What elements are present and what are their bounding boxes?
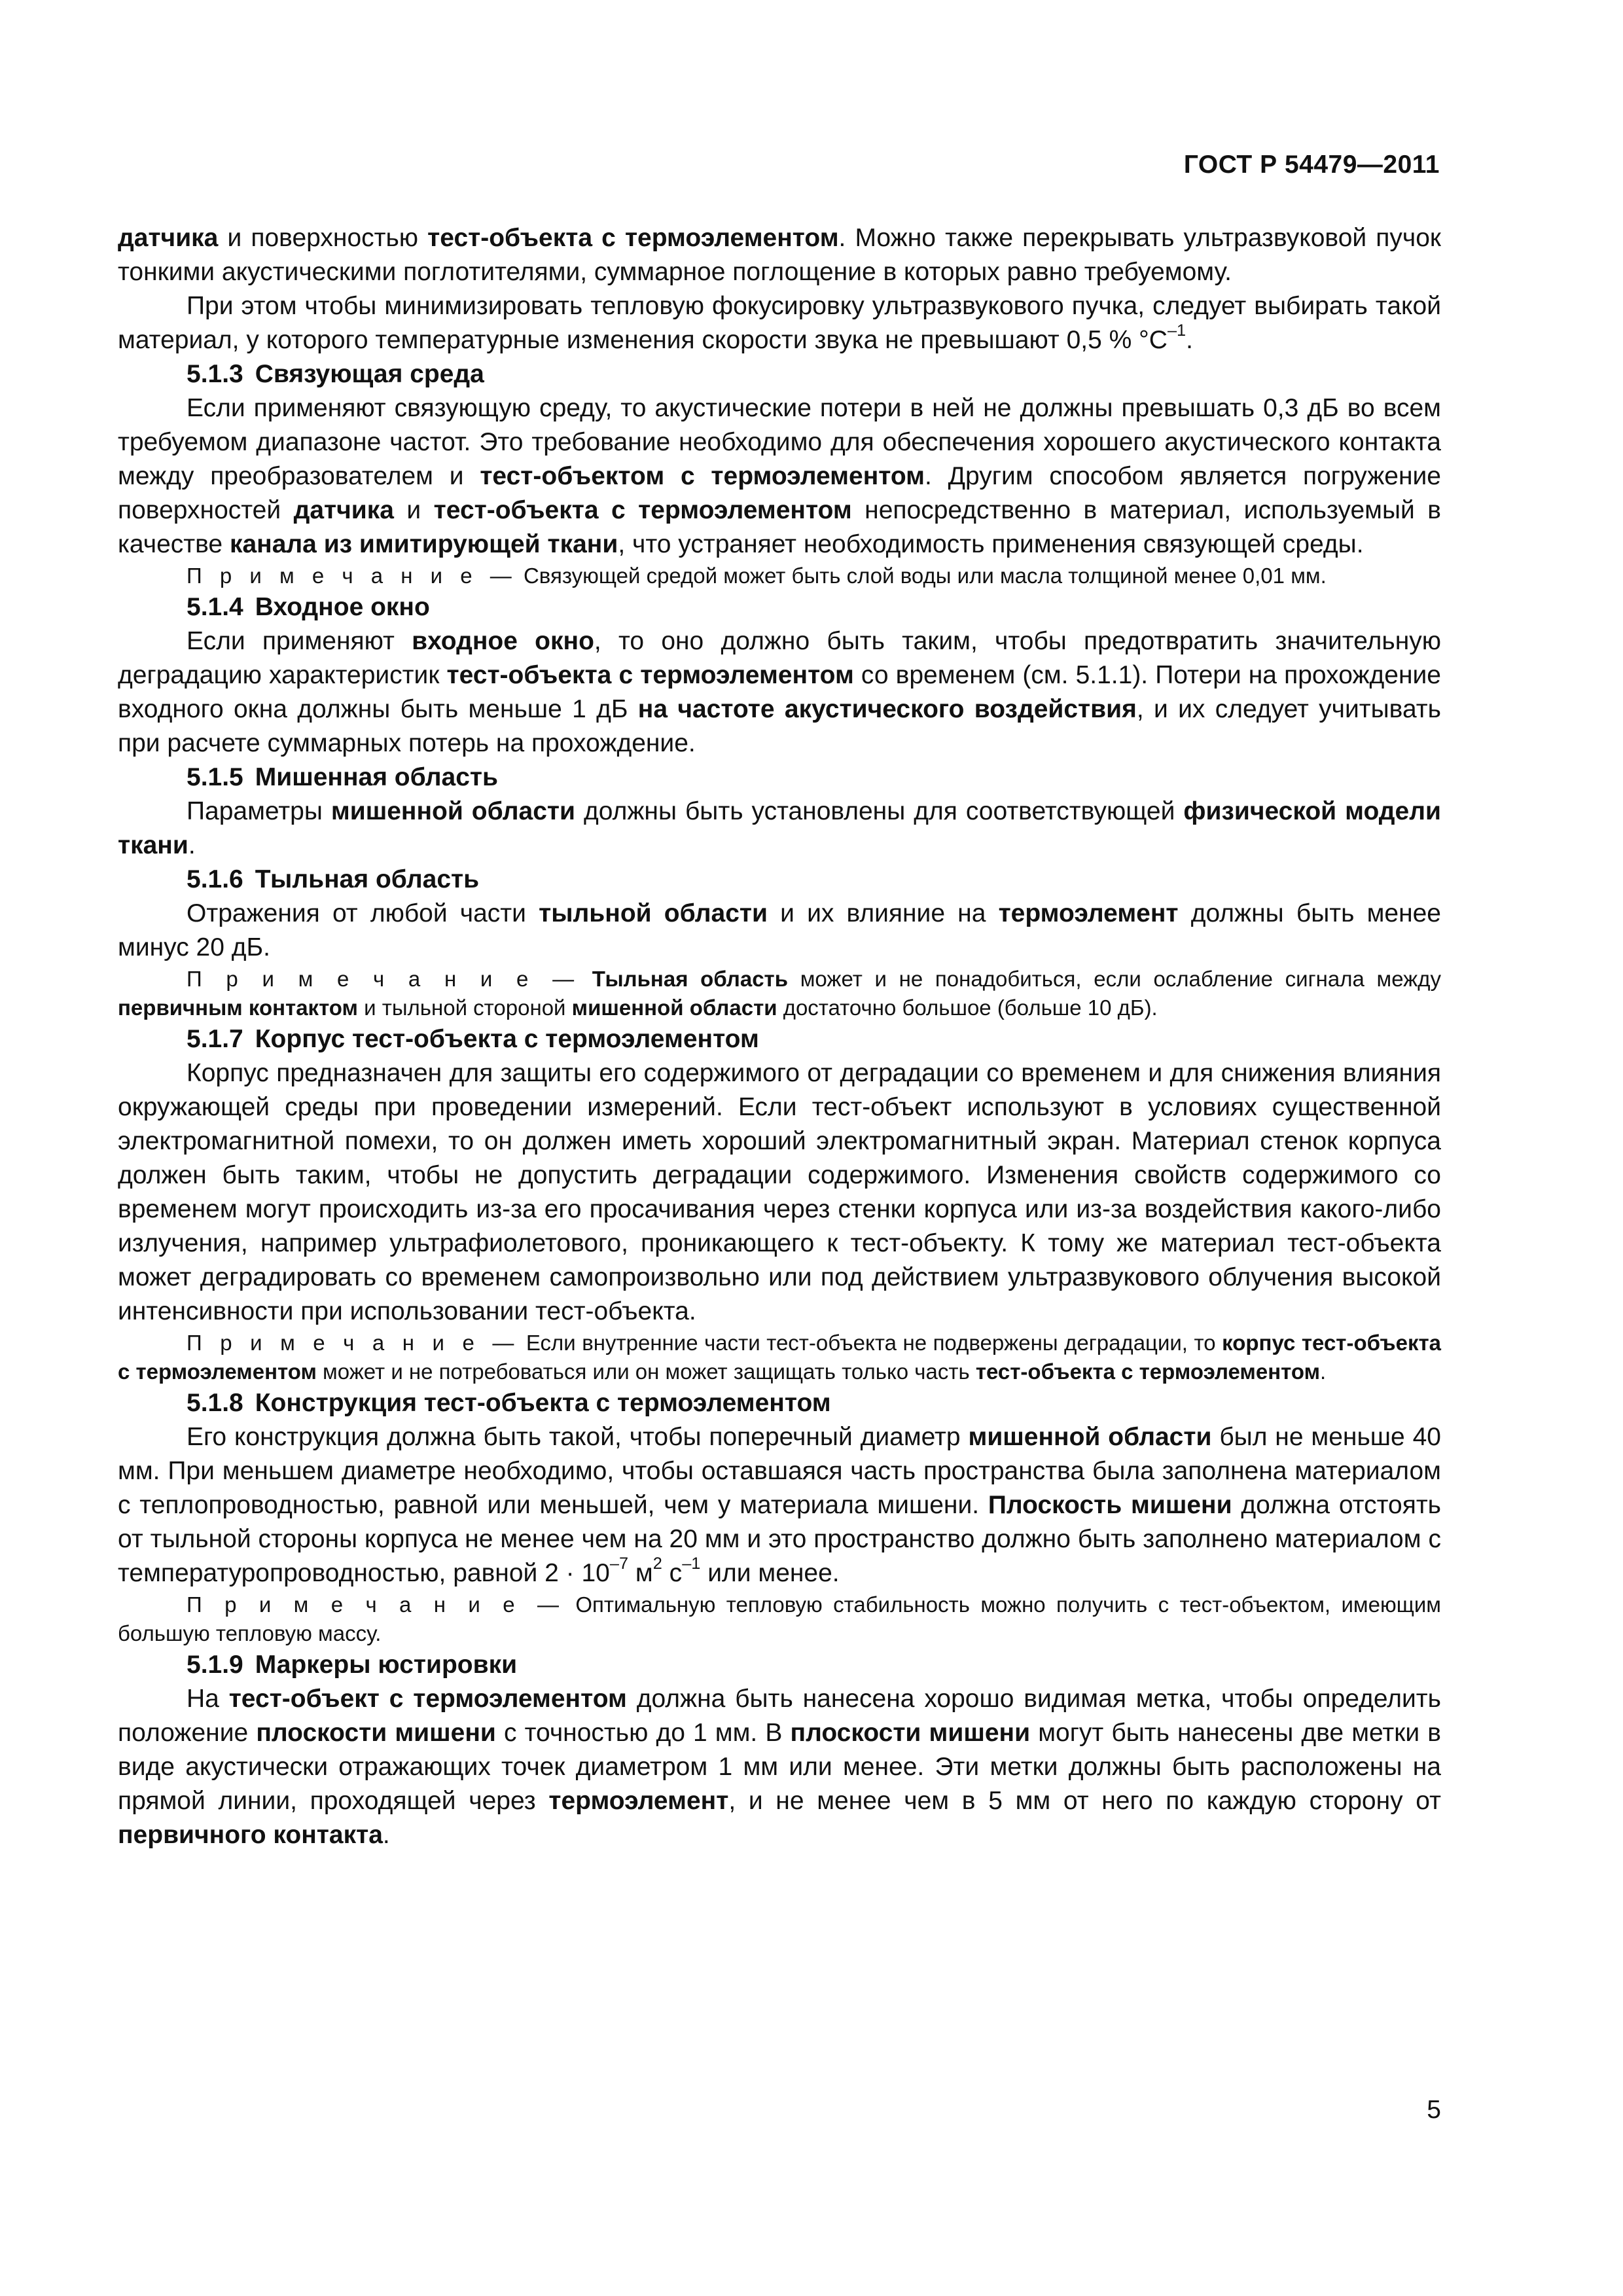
text-run: должна отстоять от тыльной стороны корпуса не менее чем на 20 мм и это пространство должно быть заполнено материалом с температуропроводностью, равной 2 · 10 <box>118 1491 1441 1587</box>
section-number: 5.1.7 <box>187 1025 243 1053</box>
bold-term: мишенной области <box>571 996 777 1020</box>
note-paragraph <box>118 562 1441 590</box>
bold-term: мишенной области <box>968 1423 1212 1451</box>
note-label: П р и м е ч а н и е — <box>187 1592 565 1617</box>
text-run: Если внутренние части тест-объекта не подвержены деградации, то <box>526 1331 1222 1355</box>
text-run: . <box>188 831 196 859</box>
bold-term: тест-объекта с термоэлементом <box>975 1359 1320 1384</box>
document-header: ГОСТ Р 54479—2011 <box>1183 151 1440 179</box>
section-heading <box>118 1386 1441 1420</box>
text-run: и их влияние на <box>767 899 999 927</box>
text-run: . <box>1186 326 1193 354</box>
bold-term: мишенной области <box>330 797 575 825</box>
note-label: П р и м е ч а н и е — <box>187 564 518 588</box>
text-run: Оптимальную тепловую стабильность можно получить с тест-объектом, имеющим большую тепловую массу. <box>118 1592 1441 1645</box>
document-body <box>118 221 1441 1852</box>
bold-term: плоскости мишени <box>790 1719 1031 1747</box>
page-number: 5 <box>1427 2096 1441 2124</box>
note-paragraph <box>118 965 1441 1022</box>
text-run: м <box>628 1559 653 1587</box>
bold-term: Плоскость мишени <box>988 1491 1232 1519</box>
section-heading <box>118 1022 1441 1056</box>
section-heading <box>118 590 1441 624</box>
text-run: должны быть менее минус 20 дБ. <box>118 899 1441 961</box>
bold-term: датчика <box>293 496 394 524</box>
text-run: может и не понадобиться, если ослабление сигнала между <box>788 967 1442 991</box>
text-run: достаточно большое (больше 10 дБ). <box>777 996 1158 1020</box>
text-run: и <box>393 496 434 524</box>
bold-term: тест-объектом с термоэлементом <box>480 462 925 490</box>
body-paragraph <box>118 1682 1441 1852</box>
note-label: П р и м е ч а н и е — <box>187 1331 520 1355</box>
text-run: Отражения от любой части <box>187 899 539 927</box>
section-number: 5.1.8 <box>187 1389 243 1417</box>
body-paragraph <box>118 624 1441 761</box>
section-number: 5.1.4 <box>187 593 243 621</box>
text-run: Если применяют связующую среду, то акустические потери в ней не должны превышать 0,3 дБ во всем требуемом диапазоне частот. Это требование необходимо для обеспечения хорошего акустического контакта между преобразователем и <box>118 394 1441 490</box>
section-title: Конструкция тест-объекта с термоэлементом <box>255 1389 831 1417</box>
bold-term: канала из имитирующей ткани <box>229 530 618 558</box>
bold-term: Тыльная область <box>592 967 789 991</box>
bold-term: плоскости мишени <box>256 1719 496 1747</box>
bold-term: входное окно <box>412 627 594 655</box>
superscript: –1 <box>1167 321 1186 340</box>
text-run: На <box>187 1685 229 1713</box>
text-run: , и их следует учитывать при расчете суммарных потерь на прохождение. <box>118 695 1441 757</box>
text-run: со временем (см. 5.1.1). Потери на прохождение входного окна должны быть меньше 1 дБ <box>118 661 1441 723</box>
bold-term: первичного контакта <box>118 1821 383 1849</box>
bold-term: датчика <box>118 224 219 252</box>
text-run: с <box>662 1559 683 1587</box>
section-number: 5.1.6 <box>187 865 243 893</box>
text-run: и поверхностью <box>218 224 428 252</box>
body-paragraph <box>118 1420 1441 1590</box>
body-paragraph <box>118 795 1441 863</box>
text-run: Параметры <box>187 797 331 825</box>
section-heading <box>118 863 1441 897</box>
section-number: 5.1.9 <box>187 1651 243 1679</box>
section-title: Связующая среда <box>255 360 484 388</box>
section-heading <box>118 357 1441 391</box>
bold-term: термоэлемент <box>998 899 1179 927</box>
text-run: , и не менее чем в 5 мм от него по каждую сторону от <box>728 1787 1441 1815</box>
section-number: 5.1.3 <box>187 360 243 388</box>
text-run: Связующей средой может быть слой воды или масла толщиной менее 0,01 мм. <box>523 564 1327 588</box>
bold-term: тыльной области <box>539 899 768 927</box>
section-title: Тыльная область <box>255 865 480 893</box>
body-paragraph <box>118 1056 1441 1329</box>
body-paragraph <box>118 289 1441 357</box>
text-run: с точностью до 1 мм. В <box>495 1719 791 1747</box>
section-title: Корпус тест-объекта с термоэлементом <box>255 1025 759 1053</box>
text-run: , что устраняет необходимость применения связующей среды. <box>618 530 1364 558</box>
text-run: Если применяют <box>187 627 412 655</box>
body-paragraph <box>118 391 1441 562</box>
superscript: –1 <box>682 1554 701 1573</box>
note-paragraph <box>118 1590 1441 1648</box>
section-title: Мишенная область <box>255 763 498 791</box>
text-run: или менее. <box>700 1559 840 1587</box>
body-paragraph <box>118 221 1441 289</box>
text-run: При этом чтобы минимизировать тепловую фокусировку ультразвукового пучка, следует выбирать такой материал, у которого температурные изменения скорости звука не превышают 0,5 % °C <box>118 292 1441 354</box>
text-run: непосредственно в материал, используемый в качестве <box>118 496 1441 558</box>
bold-term: термоэлемент <box>548 1787 729 1815</box>
text-run: . Другим способом является погружение поверхностей <box>118 462 1441 524</box>
text-run: . <box>382 1821 390 1849</box>
bold-term: первичным контактом <box>118 996 358 1020</box>
note-label: П р и м е ч а н и е — <box>187 967 580 991</box>
text-run: Корпус предназначен для защиты его содержимого от деградации со временем и для снижения влияния окружающей среды при проведении измерений. Если тест-объект используют в условиях существенной электромагнитной помехи, то он должен иметь хороший электромагнитный экран. Материал стенок корпуса должен быть таким, чтобы не допустить деградации содержимого. Изменения свойств содержимого со временем могут происходить из-за его просачивания через стенки корпуса или из-за воздействия какого-либо излучения, например ультрафиолетового, проникающего к тест-объекту. К тому же материал тест-объекта может деградировать со временем самопроизвольно или под действием ультразвукового облучения высокой интенсивности при использовании тест-объекта. <box>118 1059 1441 1325</box>
bold-term: тест-объекта с термоэлементом <box>427 224 839 252</box>
bold-term: корпус тест-объекта с термоэлементом <box>118 1331 1441 1384</box>
section-number: 5.1.5 <box>187 763 243 791</box>
section-title: Входное окно <box>255 593 430 621</box>
text-run: . <box>1320 1359 1327 1384</box>
bold-term: тест-объект с термоэлементом <box>228 1685 627 1713</box>
text-run: . Можно также перекрывать ультразвуковой пучок тонкими акустическими поглотителями, суммарное поглощение в которых равно требуемому. <box>118 224 1441 286</box>
section-title: Маркеры юстировки <box>255 1651 518 1679</box>
body-paragraph <box>118 897 1441 965</box>
superscript: 2 <box>652 1554 662 1573</box>
section-heading <box>118 761 1441 795</box>
text-run: могут быть нанесены две метки в виде акустически отражающих точек диаметром 1 мм или менее. Эти метки должны быть расположены на прямой линии, проходящей через <box>118 1719 1441 1815</box>
note-paragraph <box>118 1329 1441 1386</box>
text-run: и тыльной стороной <box>357 996 572 1020</box>
text-run: должна быть нанесена хорошо видимая метка, чтобы определить положение <box>118 1685 1441 1747</box>
text-run: , то оно должно быть таким, чтобы предотвратить значительную деградацию характеристик <box>118 627 1441 689</box>
bold-term: тест-объекта с термоэлементом <box>446 661 854 689</box>
text-run: был не меньше 40 мм. При меньшем диаметре необходимо, чтобы оставшаяся часть пространства была заполнена материалом с теплопроводностью, равной или меньшей, чем у материала мишени. <box>118 1423 1441 1519</box>
text-run: должны быть установлены для соответствующей <box>575 797 1184 825</box>
bold-term: на частоте акустического воздействия <box>637 695 1137 723</box>
section-heading <box>118 1648 1441 1682</box>
text-run: Его конструкция должна быть такой, чтобы поперечный диаметр <box>187 1423 969 1451</box>
bold-term: тест-объекта с термоэлементом <box>433 496 852 524</box>
superscript: –7 <box>609 1554 629 1573</box>
bold-term: физической модели ткани <box>118 797 1441 859</box>
text-run: может и не потребоваться или он может защищать только часть <box>316 1359 976 1384</box>
